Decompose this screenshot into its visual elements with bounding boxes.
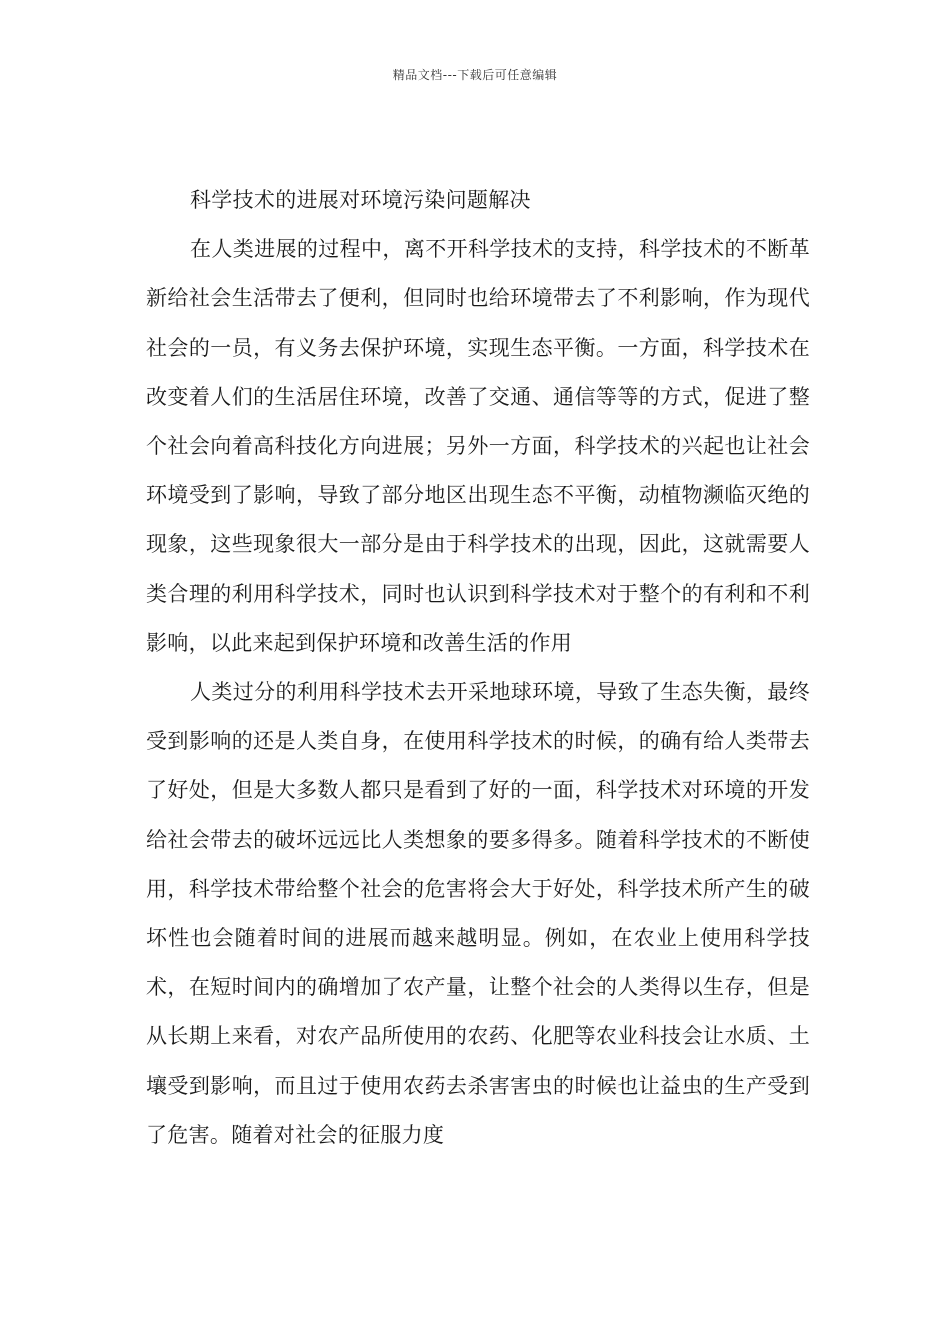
document-title: 科学技术的进展对环境污染问题解决 [190,188,531,212]
paragraph-1: 在人类进展的过程中，离不开科学技术的支持，科学技术的不断革新给社会生活带去了便利，但同时也给环境带去了不利影响，作为现代社会的一员，有义务去保护环境，实现生态平衡。一方面，科学技术在改变着人们的生活居住环境，改善了交通、通信等等的方式，促进了整个社会向着高科技化方向进展；另外一方面，科学技术的兴起也让社会环境受到了影响，导致了部分地区出现生态不平衡，动植物濒临灭绝的现象，这些现象很大一部分是由于科学技术的出现，因此，这就需要人类合理的利用科学技术，同时也认识到科学技术对于整个的有利和不利影响，以此来起到保护环境和改善生活的作用 [146,237,810,655]
paragraph-2: 人类过分的利用科学技术去开采地球环境，导致了生态失衡，最终受到影响的还是人类自身，在使用科学技术的时候，的确有给人类带去了好处，但是大多数人都只是看到了好的一面，科学技术对环境的开发给社会带去的破坏远远比人类想象的要多得多。随着科学技术的不断使用，科学技术带给整个社会的危害将会大于好处，科学技术所产生的破坏性也会随着时间的进展而越来越明显。例如，在农业上使用科学技术，在短时间内的确增加了农产量，让整个社会的人类得以生存，但是从长期上来看，对农产品所使用的农药、化肥等农业科技会让水质、土壤受到影响，而且过于使用农药去杀害害虫的时候也让益虫的生产受到了危害。随着对社会的征服力度 [146,680,810,1147]
document-body [146,176,810,1160]
page-header: 精品文档---下载后可任意编辑 [392,68,558,82]
